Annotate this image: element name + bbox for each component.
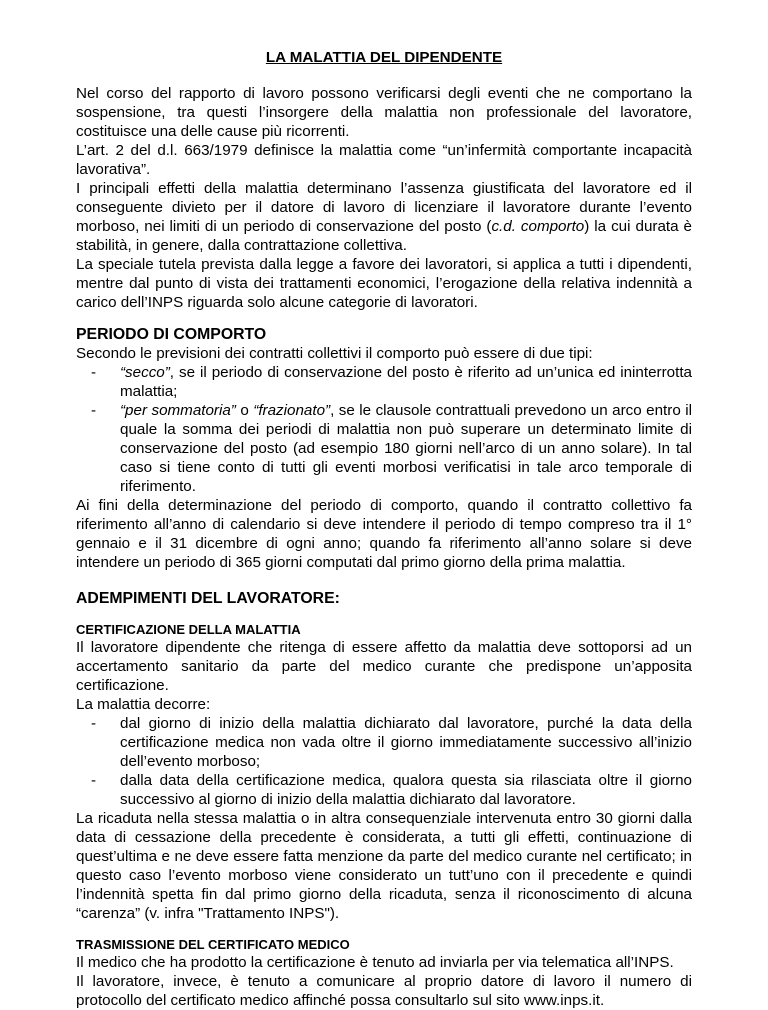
subheading-trasmissione: TRASMISSIONE DEL CERTIFICATO MEDICO bbox=[76, 937, 350, 952]
trasm-paragraph-2: Il lavoratore, invece, è tenuto a comunicare al proprio datore di lavoro il numero di protocollo del certificato medico affinché possa consultarlo sul sito www.inps.it. bbox=[76, 973, 692, 1009]
cert-paragraph-2: La malattia decorre: bbox=[76, 696, 211, 713]
intro-paragraph-2: L’art. 2 del d.l. 663/1979 definisce la malattia come “un’infermità comportante incapacità lavorativa”. bbox=[76, 142, 692, 178]
intro-paragraph-1: Nel corso del rapporto di lavoro possono verificarsi degli eventi che ne comportano la sospensione, tra questi l’insorgere della malattia non professionale del lavoratore, costituisce una delle cause più ricorrenti. bbox=[76, 85, 692, 140]
list-item bbox=[76, 363, 692, 401]
cert-paragraph-3: La ricaduta nella stessa malattia o in altra consequenziale intervenuta entro 30 giorni dalla data di cessazione della precedente è considerata, a tutti gli effetti, continuazione di quest’ultima e ne deve essere fatta menzione da parte del medico curante nel certificato; in questo caso l’evento morboso viene considerato un tutt’uno con il precedente e quindi l’indennità spetta fin dal primo giorno della ricaduta, senza il riconoscimento di alcuna “carenza” (v. infra "Trattamento INPS"). bbox=[76, 810, 692, 922]
intro-paragraph-4: La speciale tutela prevista dalla legge a favore dei lavoratori, si applica a tutti i dipendenti, mentre dal punto di vista dei trattamenti economici, l’erogazione della relativa indennità a carico dell’INPS riguarda solo alcune categorie di lavoratori. bbox=[76, 256, 692, 311]
section-heading-adempimenti: ADEMPIMENTI DEL LAVORATORE: bbox=[76, 590, 340, 607]
term-secco: “secco” bbox=[120, 364, 170, 381]
comporto-list bbox=[76, 363, 692, 496]
list-item: - dalla data della certificazione medica, qualora questa sia rilasciata oltre il giorno successivo al giorno di inizio della malattia dichiarato dal lavoratore. bbox=[76, 771, 692, 809]
comporto-lead: Secondo le previsioni dei contratti collettivi il comporto può essere di due tipi: bbox=[76, 345, 593, 362]
item-text: , se il periodo di conservazione del posto è riferito ad un’unica ed ininterrotta malattia; bbox=[120, 364, 692, 400]
trasm-paragraph-1: Il medico che ha prodotto la certificazione è tenuto ad inviarla per via telematica all’INPS. bbox=[76, 954, 674, 971]
item-text: , se le clausole contrattuali prevedono un arco entro il quale la somma dei periodi di malattia non può superare un determinato limite di conservazione del posto (ad esempio 180 giorni nell’arco di un anno solare). In tal caso si tiene conto di tutti gli eventi morbosi verificatisi in tale arco temporale di riferimento. bbox=[120, 402, 692, 495]
comporto-term: c.d. comporto bbox=[491, 218, 585, 235]
list-item: - dal giorno di inizio della malattia dichiarato dal lavoratore, purché la data della certificazione medica non vada oltre il giorno immediatamente successivo all’inizio dell’evento morboso; bbox=[76, 714, 692, 771]
intro-paragraph-3 bbox=[76, 179, 692, 255]
list-item bbox=[76, 401, 692, 496]
comporto-closing: Ai fini della determinazione del periodo di comporto, quando il contratto collettivo fa riferimento all’anno di calendario si deve intendere il periodo di tempo compreso tra il 1° gennaio e il 31 dicembre di ogni anno; quando fa riferimento all’anno solare si deve intendere un periodo di 365 giorni computati dal primo giorno della prima malattia. bbox=[76, 497, 692, 571]
cert-list bbox=[76, 714, 692, 809]
document-title: LA MALATTIA DEL DIPENDENTE bbox=[265, 49, 503, 66]
intro-paragraph-3-after: ) la cui durata è stabilità, in genere, dalla contrattazione collettiva. bbox=[76, 218, 692, 254]
term-frazionato: “frazionato” bbox=[253, 402, 331, 419]
cert-paragraph-1: Il lavoratore dipendente che ritenga di essere affetto da malattia deve sottoporsi ad un accertamento sanitario da parte del medico curante che predispone un’apposita certificazione. bbox=[76, 639, 692, 694]
item-conjunction: o bbox=[235, 402, 254, 419]
term-sommatoria: “per sommatoria” bbox=[120, 402, 236, 419]
subheading-certificazione: CERTIFICAZIONE DELLA MALATTIA bbox=[76, 622, 301, 637]
section-heading-comporto: PERIODO DI COMPORTO bbox=[76, 326, 267, 343]
intro-paragraph-3-before: I principali effetti della malattia determinano l’assenza giustificata del lavoratore ed il conseguente divieto per il datore di lavoro di licenziare il lavoratore durante l’evento morboso, nei limiti di un periodo di conservazione del posto ( bbox=[76, 180, 692, 235]
